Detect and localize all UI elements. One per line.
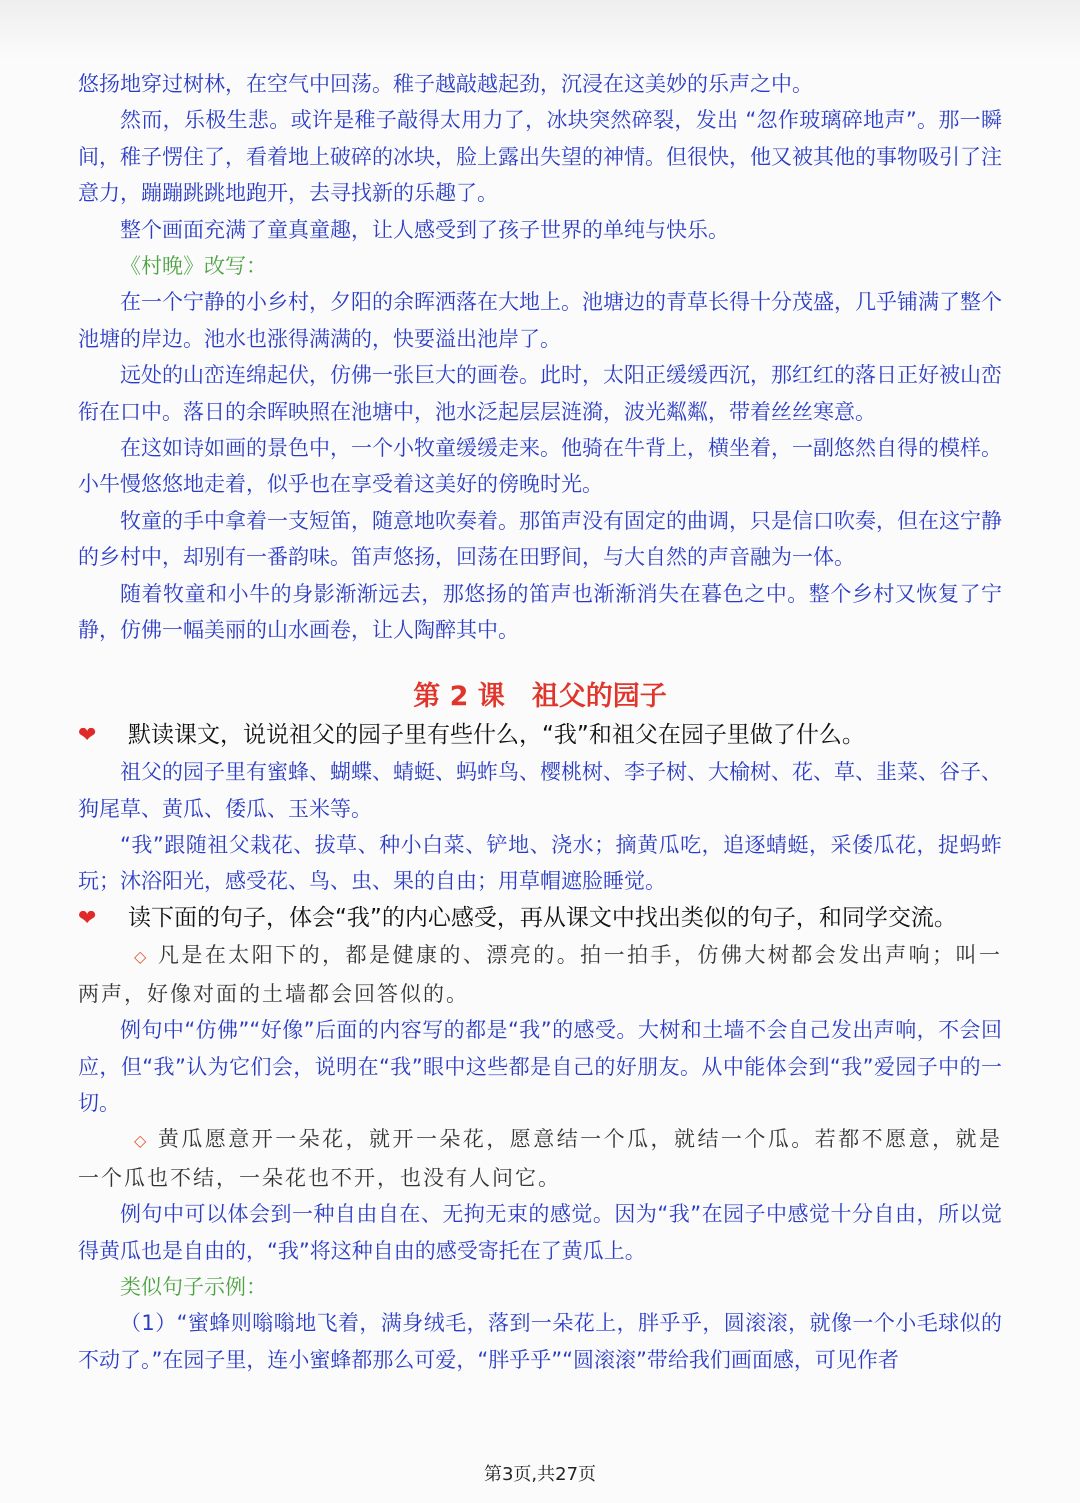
- question: [78, 717, 1002, 755]
- diamond-icon: ◇: [134, 947, 149, 967]
- analysis: 例句中可以体会到一种自由自在、无拘无束的感觉。因为“我”在园子中感觉十分自由，所以觉得黄瓜也是自由的，“我”将这种自由的感受寄托在了黄瓜上。: [78, 1202, 1002, 1263]
- page-number: 第3页,共27页: [483, 1464, 597, 1485]
- lesson-title: 第 2 课 祖父的园子: [413, 680, 667, 712]
- example-sentence: ◇ 凡是在太阳下的，都是健康的、漂亮的。拍一拍手，仿佛大树都会发出声响；叫一两声，好像对面的土墙都会回答似的。: [78, 943, 1002, 1006]
- section-label: 《村晚》改写：: [120, 254, 267, 279]
- paragraph: 在这如诗如画的景色中，一个小牧童缓缓走来。他骑在牛背上，横坐着，一副悠然自得的模样。小牛慢悠悠地走着，似乎也在享受着这美好的傍晚时光。: [78, 436, 1002, 497]
- scan-top-shadow: [0, 0, 1080, 60]
- question: [78, 900, 1002, 938]
- paragraph: 牧童的手中拿着一支短笛，随意地吹奏着。那笛声没有固定的曲调，只是信口吹奏，但在这宁静的乡村中，却别有一番韵味。笛声悠扬，回荡在田野间，与大自然的声音融为一体。: [78, 508, 1002, 570]
- paragraph: 整个画面充满了童真童趣，让人感受到了孩子世界的单纯与快乐。: [120, 217, 729, 242]
- paragraph: 悠扬地穿过树林，在空气中回荡。稚子越敲越起劲，沉浸在这美妙的乐声之中。: [78, 72, 813, 96]
- example-sentence: ◇ 黄瓜愿意开一朵花，就开一朵花，愿意结一个瓜，就结一个瓜。若都不愿意，就是一个瓜也不结，一朵花也不开，也没有人问它。: [78, 1127, 1002, 1190]
- heart-icon: ❤: [78, 905, 97, 931]
- paragraph: 然而，乐极生悲。或许是稚子敲得太用力了，冰块突然碎裂，发出 “忽作玻璃碎地声”。那一瞬间，稚子愣住了，看着地上破碎的冰块，脸上露出失望的神情。但很快，他又被其他的事物吸引了注意力，蹦蹦跳跳地跑开，去寻找新的乐趣了。: [78, 108, 1002, 206]
- paragraph: 在一个宁静的小乡村，夕阳的余晖洒落在大地上。池塘边的青草长得十分茂盛，几乎铺满了整个池塘的岸边。池水也涨得满满的，快要溢出池岸了。: [78, 290, 1002, 351]
- section-label: 类似句子示例：: [120, 1274, 267, 1299]
- answer: 祖父的园子里有蜜蜂、蝴蝶、蜻蜓、蚂蚱鸟、樱桃树、李子树、大榆树、花、草、韭菜、谷子、狗尾草、黄瓜、倭瓜、玉米等。: [78, 760, 1002, 821]
- analysis: 例句中“仿佛”“好像”后面的内容写的都是“我”的感受。大树和土墙不会自己发出声响，不会回应，但“我”认为它们会，说明在“我”眼中这些都是自己的好朋友。从中能体会到“我”爱园子中的一切。: [78, 1018, 1002, 1115]
- page-content: [78, 66, 1002, 1378]
- paragraph: 随着牧童和小牛的身影渐渐远去，那悠扬的笛声也渐渐消失在暮色之中。整个乡村又恢复了宁静，仿佛一幅美丽的山水画卷，让人陶醉其中。: [78, 581, 1002, 643]
- answer: “我”跟随祖父栽花、拔草、种小白菜、铲地、浇水；摘黄瓜吃，追逐蜻蜓，采倭瓜花，捉蚂蚱玩；沐浴阳光，感受花、鸟、虫、果的自由；用草帽遮脸睡觉。: [78, 832, 1002, 894]
- question-text: 读下面的句子，体会“我”的内心感受，再从课文中找出类似的句子，和同学交流。: [128, 904, 957, 931]
- heart-icon: ❤: [78, 722, 97, 748]
- paragraph: 远处的山峦连绵起伏，仿佛一张巨大的画卷。此时，太阳正缓缓西沉，那红红的落日正好被山峦衔在口中。落日的余晖映照在池塘中，池水泛起层层涟漪，波光粼粼，带着丝丝寒意。: [78, 363, 1002, 424]
- example-item: （1）“蜜蜂则嗡嗡地飞着，满身绒毛，落到一朵花上，胖乎乎，圆滚滚，就像一个小毛球似的不动了。”在园子里，连小蜜蜂都那么可爱，“胖乎乎”“圆滚滚”带给我们画面感，可见作者: [78, 1311, 1002, 1372]
- diamond-icon: ◇: [134, 1131, 149, 1151]
- question-text: 默读课文，说说祖父的园子里有些什么，“我”和祖父在园子里做了什么。: [128, 721, 865, 748]
